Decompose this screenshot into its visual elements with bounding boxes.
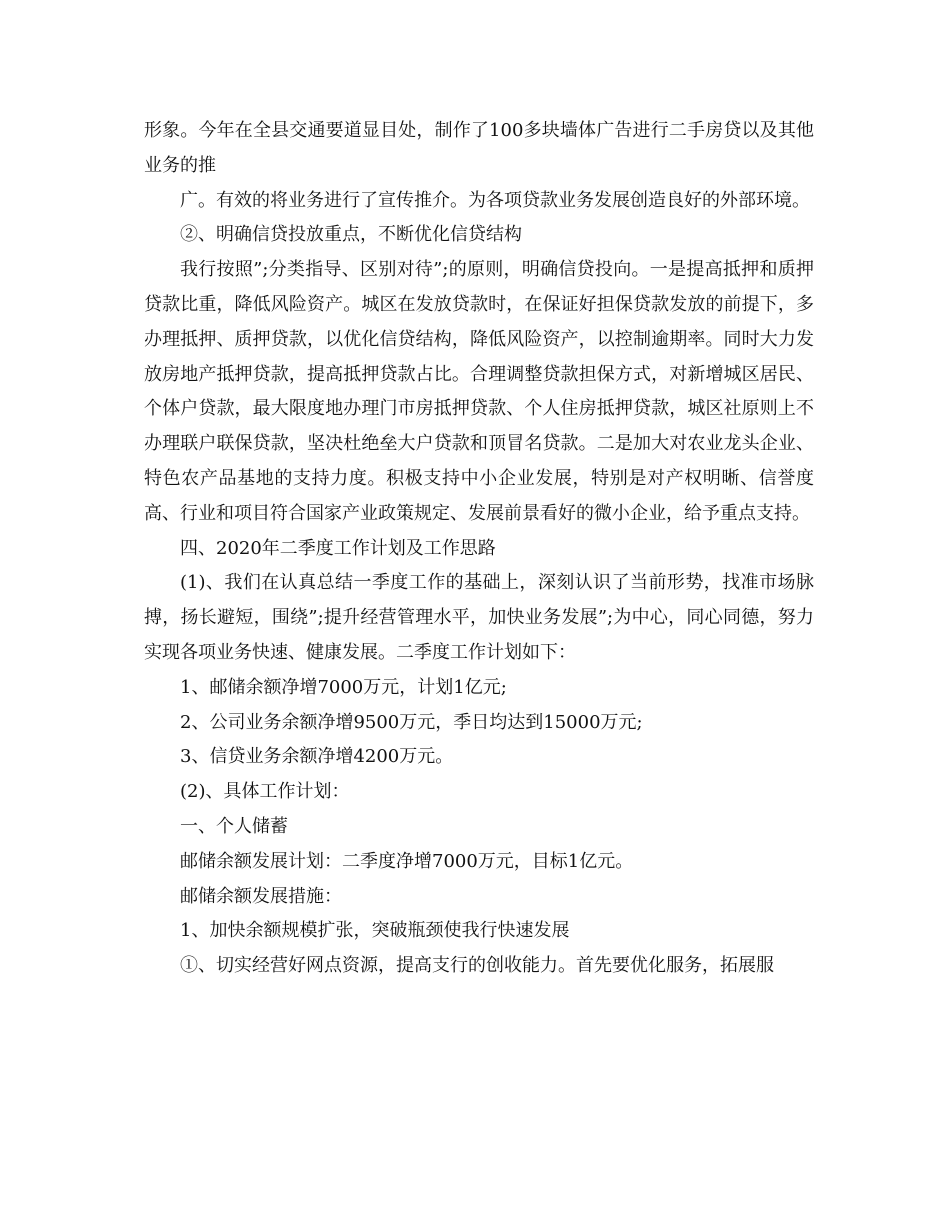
paragraph-1: 形象。今年在全县交通要道显目处，制作了100多块墙体广告进行二手房贷以及其他业务的推 bbox=[144, 120, 814, 176]
measure-item-1: 1、加快余额规模扩张，突破瓶颈使我行快速发展 bbox=[180, 920, 570, 942]
section-heading-q2-plan: 四、2020年二季度工作计划及工作思路 bbox=[180, 537, 496, 559]
paragraph-q2-overview: (1)、我们在认真总结一季度工作的基础上，深刻认识了当前形势，找准市场脉搏，扬长避短，围绕”;提升经营管理水平，加快业务发展”;为中心，同心同德，努力实现各项业务快速、健康发展。二季度工作计划如下： bbox=[144, 572, 814, 663]
paragraph-savings-plan: 邮储余额发展计划：二季度净增7000万元，目标1亿元。 bbox=[180, 850, 634, 872]
plan-item-1: 1、邮储余额净增7000万元，计划1亿元; bbox=[180, 676, 507, 698]
document-body bbox=[144, 114, 814, 984]
paragraph-savings-measures: 邮储余额发展措施： bbox=[180, 885, 342, 907]
section-heading-personal-savings: 一、个人储蓄 bbox=[180, 815, 288, 837]
plan-item-2: 2、公司业务余额净增9500万元，季日均达到15000万元; bbox=[180, 711, 643, 733]
plan-item-3: 3、信贷业务余额净增4200万元。 bbox=[180, 746, 454, 768]
paragraph-2: 广。有效的将业务进行了宣传推介。为各项贷款业务发展创造良好的外部环境。 bbox=[180, 189, 810, 211]
paragraph-credit-policy: 我行按照”;分类指导、区别对待”;的原则，明确信贷投向。一是提高抵押和质押贷款比重，降低风险资产。城区在发放贷款时，在保证好担保贷款发放的前提下，多办理抵押、质押贷款，以优化信贷结构，降低风险资产，以控制逾期率。同时大力发放房地产抵押贷款，提高抵押贷款占比。合理调整贷款担保方式，对新增城区居民、个体户贷款，最大限度地办理门市房抵押贷款、个人住房抵押贷款，城区社原则上不办理联户联保贷款，坚决杜绝垒大户贷款和顶冒名贷款。二是加大对农业龙头企业、特色农产品基地的支持力度。积极支持中小企业发展，特别是对产权明晰、信誉度高、行业和项目符合国家产业政策规定、发展前景看好的微小企业，给予重点支持。 bbox=[144, 259, 814, 524]
section-heading-credit-structure: ②、明确信贷投放重点，不断优化信贷结构 bbox=[180, 224, 522, 246]
measure-subitem-1: ①、切实经营好网点资源，提高支行的创收能力。首先要优化服务，拓展服 bbox=[180, 955, 774, 977]
section-heading-detailed-plan: (2)、具体工作计划： bbox=[180, 781, 350, 803]
